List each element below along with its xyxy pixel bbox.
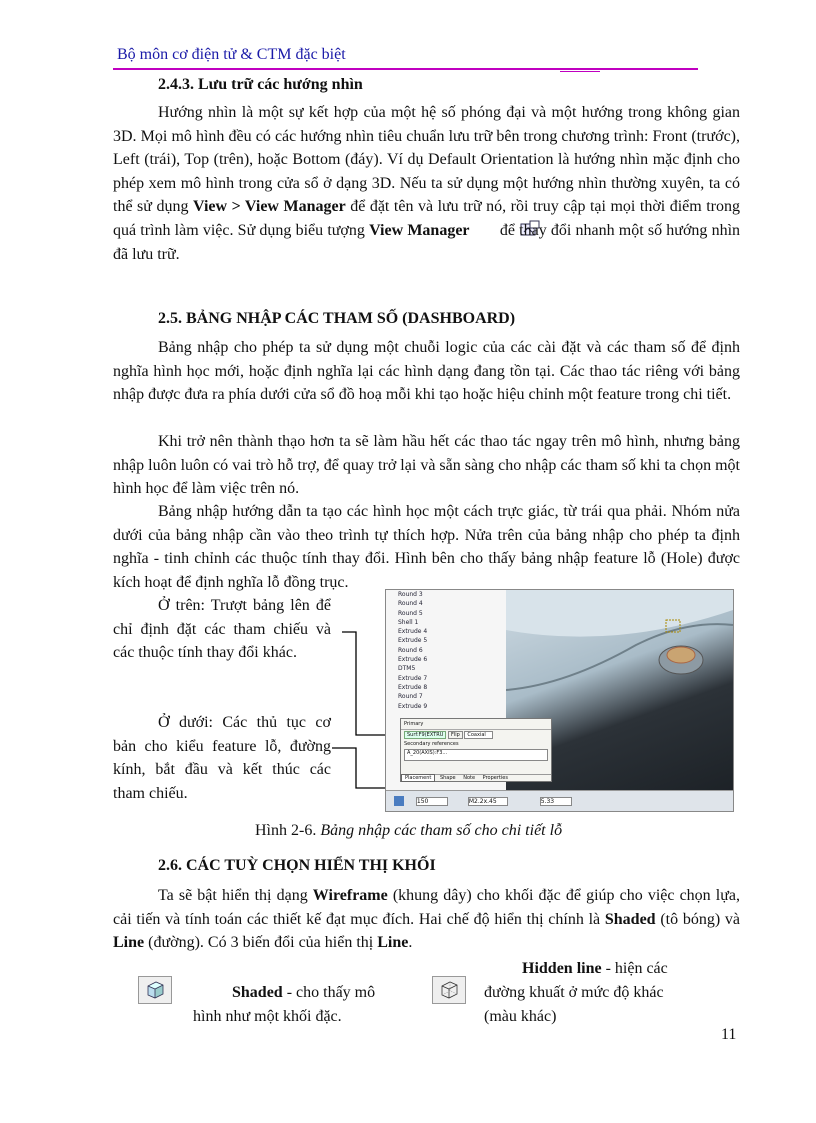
secondary-references-label: Secondary references — [404, 741, 459, 747]
dashboard-screenshot — [385, 589, 734, 812]
tree-item[interactable]: Extrude 5 — [398, 637, 428, 645]
depth-field[interactable]: 5.33 — [540, 797, 572, 806]
callout-lines — [330, 620, 390, 795]
page-number: 11 — [721, 1026, 737, 1043]
shaded-description-line2: hình như một khối đặc. — [193, 1008, 342, 1025]
paragraph-dashboard-intro: Bảng nhập cho phép ta sử dụng một chuỗi logic của các cài đặt và các tham số để định nghĩa hình học mới, hoặc định nghĩa lại các hình dạng đang tồn tại. Các thao tác riêng với bảng nhập được đưa ra phía dưới cửa sổ đồ hoạ mỗi khi tạo hoặc hiệu chỉnh một feature trong chi tiết. — [113, 339, 740, 404]
heading-2-4-3: 2.4.3. Lưu trữ các hướng nhìn — [158, 76, 363, 93]
hidden-line-description-line3: (màu khác) — [484, 1008, 557, 1025]
primary-reference-field[interactable]: Surf:F9(EXTRU — [404, 731, 446, 739]
tree-item[interactable]: Shell 1 — [398, 618, 419, 626]
view-manager-icon — [474, 220, 496, 237]
secondary-reference-field[interactable]: A_20(AXIS):F3... — [404, 749, 548, 761]
paragraph-view-orientations: Hướng nhìn là một sự kết hợp của một hệ số phóng đại và một hướng trong không gian 3D. Mọi mô hình đều có các hướng nhìn tiêu chuẩn lưu trữ bên trong chương trình: Front (trước), Left (trái), Top (trên), hoặc Bottom (đáy). Ví dụ Default Orientation là hướng nhìn mặc định cho phép xem mô hình trong cửa sổ ở dạng 3D. Nếu ta sử dụng một hướng nhìn thường xuyên, ta có thể sử dụng View > View Manager để đặt tên và lưu trữ nó, rồi truy cập tại mọi thời điểm trong quá trình làm việc. Sử dụng biểu tượng View Manager để thay đổi nhanh một số hướng nhìn đã lưu trữ. — [113, 104, 741, 263]
tree-item[interactable]: Round 3 — [398, 591, 423, 598]
dashboard-placement-panel — [400, 718, 552, 782]
paragraph-display-options: Ta sẽ bật hiển thị dạng Wireframe (khung dây) cho khối đặc để giúp cho việc chọn lựa, cải tiến và tính toán các thiết kế đạt mục đích. Hai chế độ hiển thị chính là Shaded (tô bóng) và Line (đường). Có 3 biến đổi của hiển thị Line. — [113, 887, 741, 952]
flip-button[interactable]: Flip — [448, 731, 463, 739]
tree-item[interactable]: Extrude 4 — [398, 628, 428, 636]
header-rule-accent — [560, 71, 600, 72]
paragraph-dashboard-usage: Khi trở nên thành thạo hơn ta sẽ làm hầu hết các thao tác ngay trên mô hình, nhưng bảng nhập luôn luôn có vai trò hỗ trợ, để quay trở lại và sẵn sàng cho nhập các tham số khi ta chọn một hình học để làm việc trên nó. — [113, 433, 740, 498]
side-note-bottom: Ở dưới: Các thủ tục cơ bản cho kiểu feature lỗ, đường kính, bắt đầu và kết thúc các tham chiếu. — [113, 714, 331, 802]
shaded-description-line1: Shaded - cho thấy mô — [232, 984, 376, 1001]
heading-2-6: 2.6. CÁC TUỲ CHỌN HIỂN THỊ KHỐI — [158, 857, 436, 874]
tree-item[interactable]: Extrude 7 — [398, 674, 428, 682]
tree-item[interactable]: Round 7 — [398, 693, 423, 701]
hidden-line-description-line2: đường khuất ở mức độ khác — [484, 984, 664, 1001]
heading-2-5: 2.5. BẢNG NHẬP CÁC THAM SỐ (DASHBOARD) — [158, 310, 516, 327]
hole-type-icon[interactable] — [394, 796, 404, 806]
tab-shape[interactable]: Shape — [439, 775, 456, 781]
tree-item[interactable]: Round 5 — [398, 609, 423, 617]
tree-item[interactable]: Round 6 — [398, 646, 423, 654]
panel-primary-label: Primary — [401, 719, 551, 730]
header-rule — [113, 68, 698, 70]
figure-caption: Hình 2-6. Bảng nhập các tham số cho chi tiết lỗ — [255, 822, 563, 839]
tab-note[interactable]: Note — [463, 775, 476, 781]
tree-item[interactable]: Extrude 9 — [398, 702, 428, 710]
thread-size-field[interactable]: M2.2x.45 — [468, 797, 508, 806]
tree-item[interactable]: Round 4 — [398, 600, 423, 608]
placement-type-select[interactable]: Coaxial — [464, 731, 492, 739]
diameter-field[interactable]: 150 — [416, 797, 448, 806]
hidden-line-description-line1: Hidden line - hiện các — [522, 960, 668, 977]
tab-properties[interactable]: Properties — [482, 775, 508, 781]
tab-placement[interactable]: Placement — [401, 774, 435, 782]
dashboard-toolbar — [386, 790, 733, 812]
tree-item[interactable]: Extrude 6 — [398, 656, 428, 664]
tree-item[interactable]: Extrude 8 — [398, 683, 428, 691]
page-header: Bộ môn cơ điện tử & CTM đặc biệt — [117, 46, 346, 63]
paragraph-dashboard-guide: Bảng nhập hướng dẫn ta tạo các hình học một cách trực giác, từ trái qua phải. Nhóm nửa dưới của bảng nhập cần vào theo trình tự thích hợp. Nửa trên của bảng nhập cho phép ta định nghĩa - tinh chỉnh các thuộc tính thay đổi. Hình bên cho thấy bảng nhập feature lỗ (Hole) được kích hoạt để định nghĩa lỗ đồng trục. — [113, 503, 740, 591]
shaded-icon — [138, 976, 172, 1009]
hidden-line-icon — [432, 976, 466, 1009]
side-note-top: Ở trên: Trượt bảng lên để chỉ định đặt các tham chiếu và các thuộc tính thay đổi khác. — [113, 597, 331, 661]
tree-item[interactable]: DTM5 — [398, 665, 416, 673]
